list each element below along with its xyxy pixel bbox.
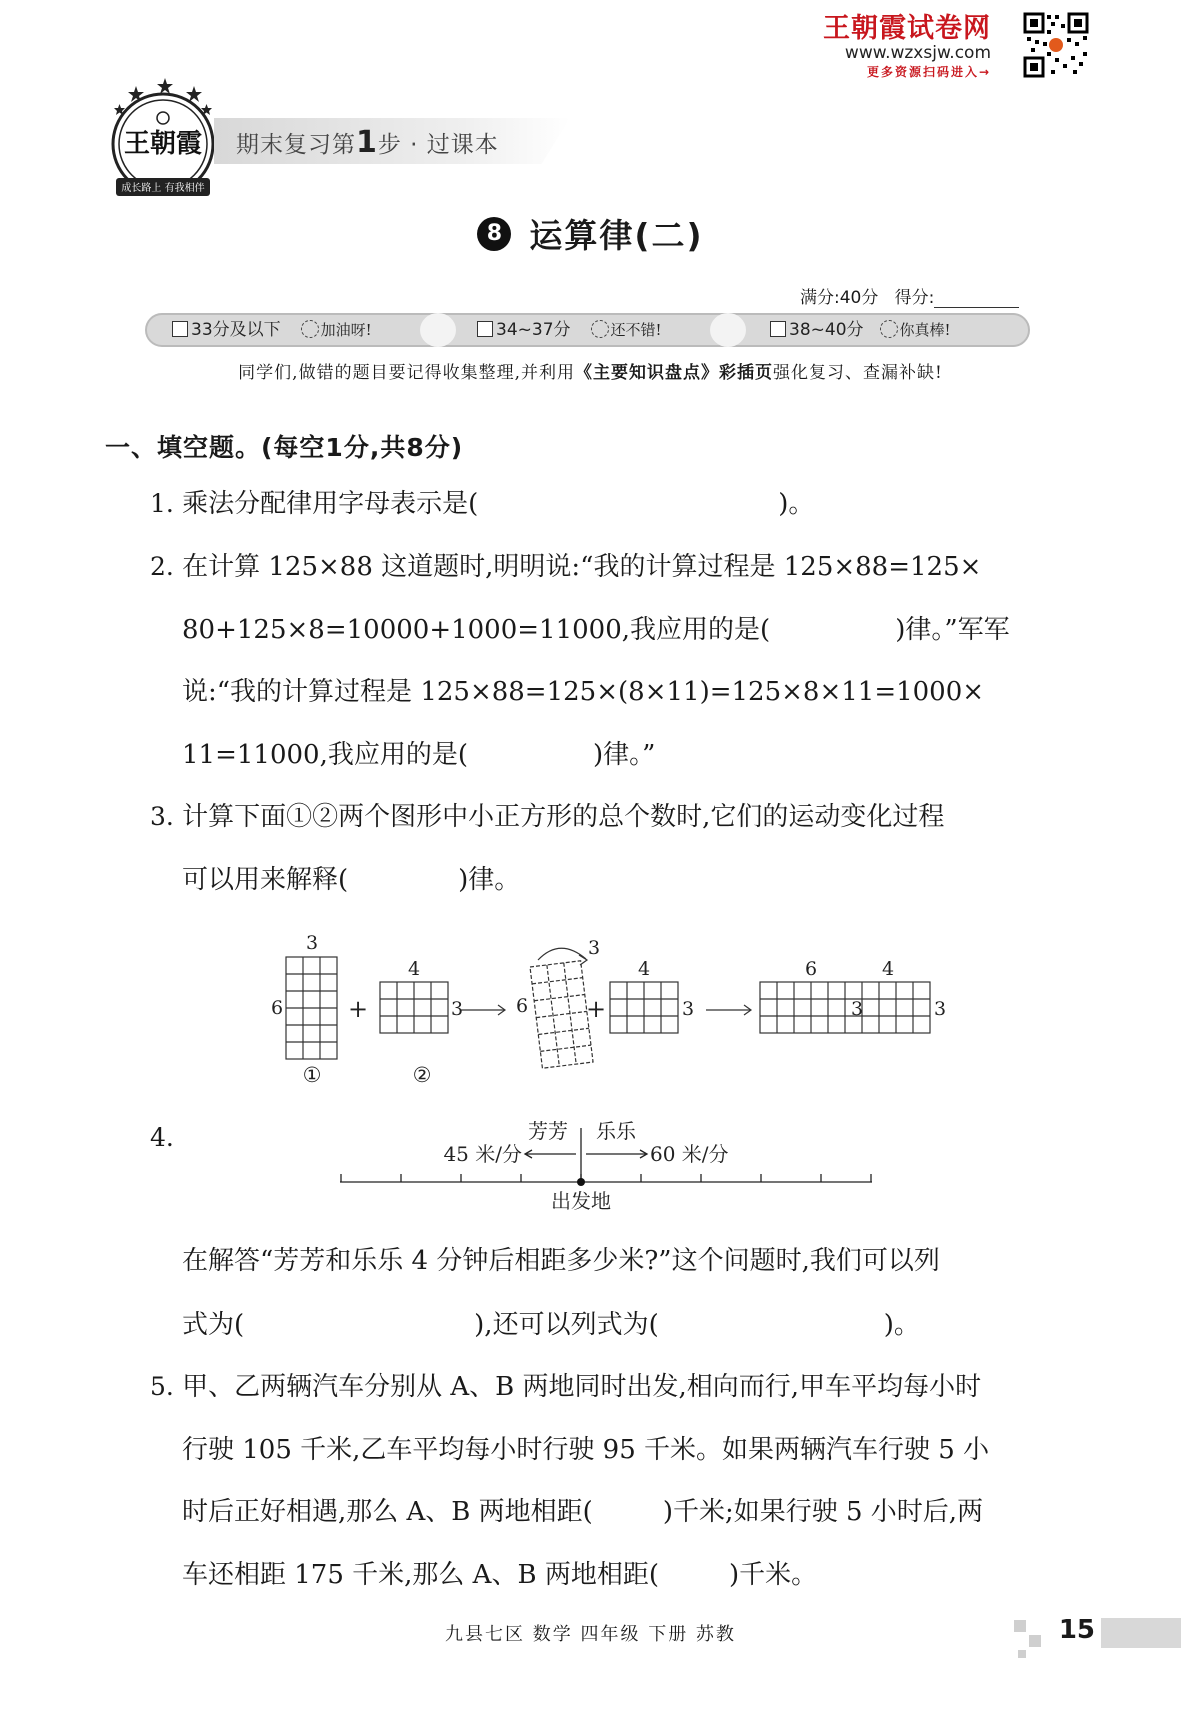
grid1-circled-label: ①	[302, 1063, 322, 1087]
grade-praise: 加油呀!	[320, 321, 372, 339]
grid1-top-label: 3	[305, 932, 319, 954]
grid5-top-label-a: 6	[804, 958, 818, 980]
grade-item	[770, 316, 951, 344]
question-text: 时后正好相遇,那么 A、B 两地相距(	[182, 1497, 593, 1527]
brand-block	[823, 14, 991, 81]
full-score: 满分:40分	[800, 288, 879, 308]
question-text: 说:“我的计算过程是 125×88=125×(8×11)=125×8×11=1000×	[182, 677, 985, 707]
question-text: 计算下面①②两个图形中小正方形的总个数时,它们的运动变化过程	[182, 802, 945, 832]
step-number: 1	[356, 125, 378, 160]
question-text: 在解答“芳芳和乐乐 4 分钟后相距多少米?”这个问题时,我们可以列	[182, 1246, 940, 1276]
question-text: ),还可以列式为(	[474, 1310, 659, 1340]
step-banner	[236, 125, 499, 160]
got-score-label: 得分:	[894, 288, 935, 308]
question-text: 80+125×8=10000+1000=11000,我应用的是(	[182, 615, 771, 645]
strip-divider	[420, 313, 456, 347]
question-text: )。	[778, 489, 815, 519]
question-1	[150, 484, 814, 524]
grid5-mid-label: 3	[850, 998, 864, 1020]
question-text: 乘法分配律用字母表示是(	[182, 489, 479, 519]
question-text: )。	[883, 1310, 920, 1340]
question-number: 3.	[150, 802, 174, 831]
question-text: 甲、乙两辆汽车分别从 A、B 两地同时出发,相向而行,甲车平均每小时	[182, 1372, 982, 1402]
grid1-side-label: 6	[270, 997, 284, 1019]
grid4-side-label: 3	[681, 998, 695, 1020]
right-speed-label: 60 米/分	[650, 1142, 729, 1166]
score-line	[800, 283, 1019, 308]
grade-range: 33分及以下	[191, 320, 281, 340]
star-face-icon	[880, 320, 898, 338]
question-number: 4.	[150, 1123, 174, 1152]
grade-range: 34~37分	[496, 320, 571, 340]
smile-face-icon	[591, 320, 609, 338]
question-2-line	[182, 672, 984, 712]
title-text: 运算律(二)	[529, 216, 704, 255]
question-text: 在计算 125×88 这道题时,明明说:“我的计算过程是 125×88=125×	[182, 552, 982, 582]
question-number: 2.	[150, 552, 174, 581]
grid2-circled-label: ②	[412, 1063, 432, 1087]
question-5-line	[182, 1430, 989, 1470]
question-number: 1.	[150, 489, 174, 518]
plus-sign: +	[585, 995, 607, 1023]
grade-item	[172, 316, 372, 344]
brand-url[interactable]: www.wzxsjw.com	[844, 43, 991, 63]
qr-code-icon[interactable]	[1023, 12, 1089, 78]
brand-name: 王朝霞试卷网	[823, 13, 991, 44]
question-4-line	[182, 1305, 920, 1345]
logo-badge-icon	[106, 78, 220, 204]
question-3	[150, 797, 944, 837]
notice-text: 同学们,做错的题目要记得收集整理,并利用	[238, 363, 575, 383]
page-decor	[1014, 1620, 1026, 1632]
question-4	[150, 1118, 174, 1158]
footer: 九县七区 数学 四年级 下册 苏教	[445, 1624, 736, 1645]
notice	[0, 358, 1181, 383]
notice-text-end: 强化复习、查漏补缺!	[772, 363, 943, 383]
page-decor	[1029, 1635, 1041, 1647]
score-blank[interactable]	[934, 291, 1019, 308]
walking-diagram	[340, 1108, 880, 1218]
grade-checkbox[interactable]	[172, 321, 188, 337]
title-number: 8	[477, 217, 511, 251]
question-text: 行驶 105 千米,乙车平均每小时行驶 95 千米。如果两辆汽车行驶 5 小	[182, 1435, 990, 1465]
grid2-side-label: 3	[450, 998, 464, 1020]
origin-label: 出发地	[551, 1189, 611, 1213]
svg-text:成长路上 有我相伴: 成长路上 有我相伴	[121, 183, 205, 194]
step-after: 步 · 过课本	[377, 132, 499, 158]
question-4-line	[182, 1241, 940, 1281]
grade-praise: 你真棒!	[899, 321, 951, 339]
question-3-line	[182, 860, 520, 900]
question-text: 11=11000,我应用的是(	[182, 740, 468, 770]
question-text: )律。”	[593, 740, 656, 770]
question-5-line	[182, 1492, 983, 1532]
grade-checkbox[interactable]	[770, 321, 786, 337]
question-text: )千米;如果行驶 5 小时后,两	[662, 1497, 984, 1527]
question-text: 可以用来解释(	[182, 865, 349, 895]
fangfang-label: 芳芳	[528, 1119, 568, 1143]
question-number: 5.	[150, 1372, 174, 1401]
strip-divider	[710, 313, 746, 347]
question-2	[150, 547, 981, 587]
question-text: )律。	[458, 865, 521, 895]
cheer-face-icon	[301, 320, 319, 338]
grid3-top-label: 3	[587, 937, 601, 959]
grid3-side-label: 6	[515, 995, 529, 1017]
grade-range: 38~40分	[789, 320, 864, 340]
lele-label: 乐乐	[596, 1119, 636, 1143]
question-text: 车还相距 175 千米,那么 A、B 两地相距(	[182, 1560, 659, 1590]
grid-figure	[260, 925, 1000, 1095]
question-2-line	[182, 610, 1010, 650]
brand-tagline: 更多资源扫码进入→	[866, 65, 991, 79]
question-text: 式为(	[182, 1310, 245, 1340]
notice-bold: 《主要知识盘点》彩插页	[574, 363, 773, 383]
grid5-top-label-b: 4	[881, 958, 895, 980]
question-5-line	[182, 1555, 817, 1595]
question-text: )律。”军军	[895, 615, 1010, 645]
svg-text:王朝霞: 王朝霞	[123, 129, 203, 159]
grade-item	[477, 316, 662, 344]
question-2-line	[182, 735, 655, 775]
page-bar	[1101, 1618, 1181, 1648]
page-title	[0, 210, 1181, 257]
grade-checkbox[interactable]	[477, 321, 493, 337]
plus-sign: +	[347, 995, 369, 1023]
left-speed-label: 45 米/分	[443, 1142, 522, 1166]
grid2-top-label: 4	[407, 958, 421, 980]
question-text: )千米。	[728, 1560, 818, 1590]
page-decor	[1018, 1650, 1026, 1658]
section-heading: 一、填空题。(每空1分,共8分)	[105, 433, 464, 462]
grid4-top-label: 4	[637, 958, 651, 980]
step-before: 期末复习第	[236, 132, 356, 158]
grade-praise: 还不错!	[610, 321, 662, 339]
page-number: 15	[1058, 1615, 1095, 1645]
question-5	[150, 1367, 981, 1407]
grid5-side-label: 3	[933, 998, 947, 1020]
